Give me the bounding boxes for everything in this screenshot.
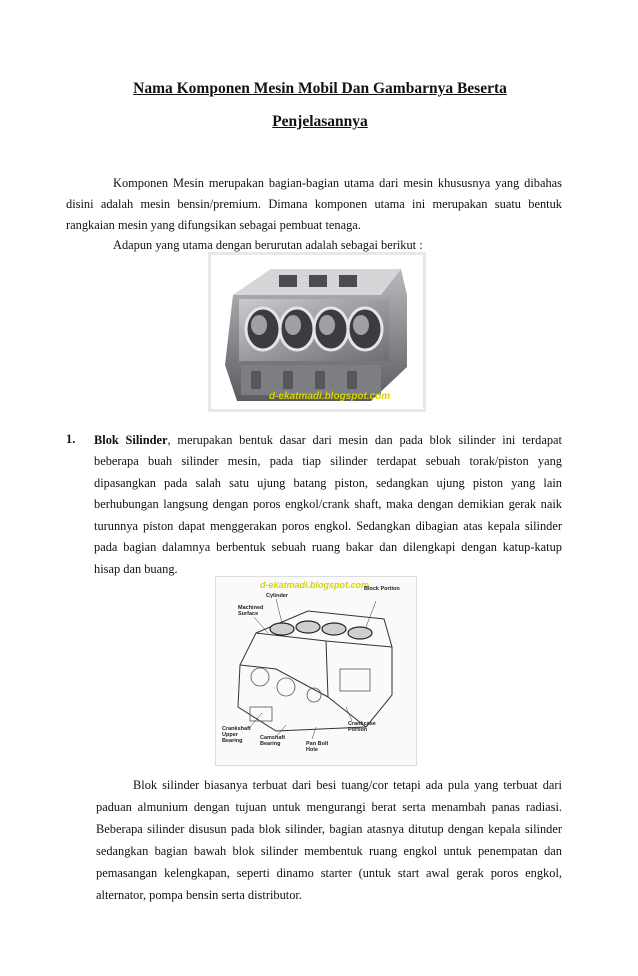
- intro-line-2: disini adalah mesin bensin/premium. Dimana komponen utama ini merupakan suatu bentuk: [66, 197, 562, 211]
- label-cylinder: Cylinder: [266, 593, 289, 599]
- label-pan-bolt-hole: Pan Bolt Hole: [306, 741, 329, 753]
- figure-1-watermark: d-ekatmadi.blogspot.com: [269, 391, 391, 402]
- cylinder-block-diagram: [215, 576, 417, 766]
- intro-line-3: rangkaian mesin yang difungsikan sebagai pembuat tenaga.: [66, 218, 361, 232]
- item-1-line-2: beberapa buah silinder mesin, pada tiap silinder terdapat sebuah torak/piston yang: [94, 454, 562, 468]
- engine-block-photo: [208, 252, 426, 412]
- item-1-line-6: pada bagian dalamnya berbentuk sebuah ruang bakar dan dilengkapi dengan katup-katup: [94, 540, 562, 554]
- label-block-portion: Block Portion: [364, 586, 400, 592]
- item-1-line-3: dipasangkan pada salah satu ujung batang piston, sedangkan ujung piston yang lain: [94, 476, 562, 490]
- item-1-line-7: hisap dan buang.: [94, 562, 178, 576]
- item-1-line-4: berhubungan langsung dengan poros engkol/crank shaft, maka dengan demikian gerak naik: [94, 497, 562, 511]
- label-crankshaft-upper-bearing: Crankshaft Upper Bearing: [222, 726, 251, 744]
- engine-block-illustration: [211, 255, 423, 409]
- item-1-line-1: [94, 432, 562, 449]
- intro-line-4: Adapun yang utama dengan berurutan adalah sebagai berikut :: [113, 238, 423, 252]
- paragraph-2-line-2: paduan almunium dengan tujuan untuk mengurangi berat serta menambah panas radiasi.: [96, 800, 562, 814]
- paragraph-2-line-3: Beberapa silinder disusun pada blok silinder, bagian atasnya ditutup dengan kepala silinder: [96, 822, 562, 836]
- paragraph-2-line-6: alternator, pompa bensin serta distributor.: [96, 888, 302, 902]
- label-camshaft-bearing: Camshaft Bearing: [260, 735, 286, 747]
- item-1-line-5: turunnya piston dapat menggerakan poros engkol. Sedangkan dibagian atas kepala silinder: [94, 519, 562, 533]
- item-1-line-1-text: , merupakan bentuk dasar dari mesin dan pada blok silinder ini terdapat: [167, 433, 562, 447]
- intro-line-1: Komponen Mesin merupakan bagian-bagian utama dari mesin khususnya yang dibahas: [113, 176, 562, 190]
- figure-2-watermark: d-ekatmadi.blogspot.com: [260, 580, 370, 590]
- paragraph-2-line-1: Blok silinder biasanya terbuat dari besi tuang/cor tetapi ada pula yang terbuat dari: [133, 778, 562, 792]
- document-title-line-2: Penjelasannya: [272, 113, 368, 130]
- document-title-line-1: Nama Komponen Mesin Mobil Dan Gambarnya Beserta: [133, 80, 507, 97]
- label-machined-surface: Machined Surface: [238, 605, 264, 617]
- label-crankcase-portion: Crankcase Portion: [348, 721, 376, 733]
- item-1-term: Blok Silinder: [94, 433, 168, 447]
- list-item-number: 1.: [66, 432, 76, 446]
- paragraph-2-line-5: pemasangan kelengkapan, seperti dinamo starter (untuk start awal gerak poros engkol,: [96, 866, 562, 880]
- paragraph-2-line-4: sedangkan bagian bawah blok silinder membentuk ruang engkol untuk penempatan dan: [96, 844, 562, 858]
